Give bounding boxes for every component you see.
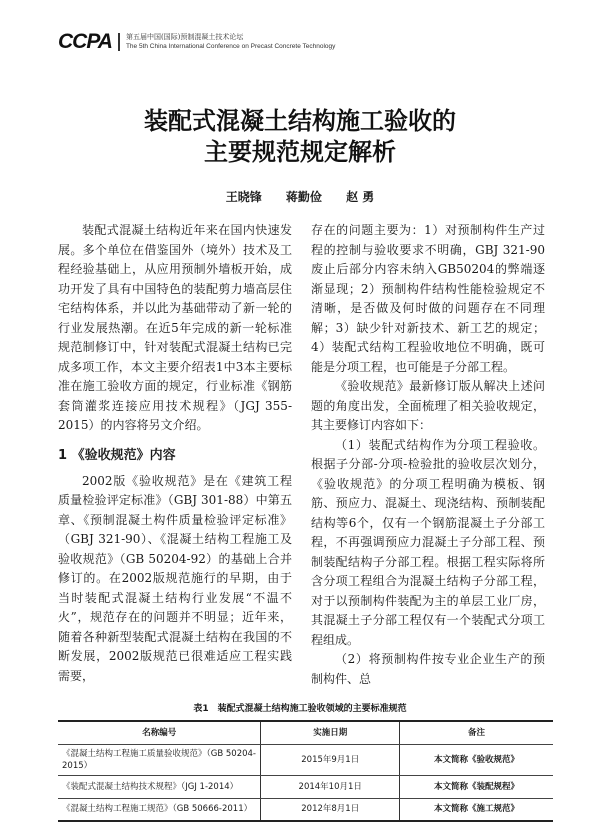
cell-name: 《混凝土结构工程施工规范》（GB 50666-2011） (58, 798, 261, 821)
cell-date: 2014年10月1日 (261, 775, 400, 798)
paragraph: （1）装配式结构作为分项工程验收。根据子分部-分项-检验批的验收层次划分，《验收规范》的分项工程明确为模板、钢筋、预应力、混凝土、现浇结构、预制装配结构等6个，仅有一个钢筋混凝土子分部工程，不再强调预应力混凝土子分部工程、预制装配结构子分部工程。根据工程实际将所含分项工程组合为混凝土结构子分部工程，对于以预制构件装配为主的单层工业厂房，其混凝土子分部工程仅有一个装配式分项工程组成。 (311, 437, 545, 647)
authors (0, 188, 600, 205)
table-row (58, 744, 553, 775)
standards-table (58, 720, 553, 822)
author: 王晓锋 (225, 190, 262, 204)
ccpa-logo: CCPA (58, 30, 112, 53)
author: 蒋勤俭 (285, 190, 322, 204)
paragraph: （2）将预制构件按专业企业生产的预制构件、总 (311, 652, 545, 686)
cell-note: 本文简称《装配规程》 (400, 775, 553, 798)
cell-date: 2015年9月1日 (261, 744, 400, 775)
column-header: 备注 (400, 721, 553, 744)
article-title (0, 106, 600, 168)
body-columns (58, 221, 545, 689)
table-row (58, 775, 553, 798)
column-header: 实施日期 (261, 721, 400, 744)
left-column (58, 221, 292, 686)
title-line-1: 装配式混凝土结构施工验收的 (144, 107, 456, 135)
conference-name-cn: 第五届中国(国际)预制混凝土技术论坛 (125, 33, 244, 41)
divider (118, 33, 120, 51)
cell-note: 本文简称《施工规范》 (400, 798, 553, 821)
section-heading: 1 《验收规范》内容 (58, 447, 176, 463)
cell-date: 2012年8月1日 (261, 798, 400, 821)
conference-name-en: The 5th China International Conference on Precast Concrete Technology (125, 43, 336, 50)
author: 赵 勇 (346, 190, 375, 204)
table-row (58, 798, 553, 821)
title-line-2: 主要规范规定解析 (204, 138, 396, 166)
table-caption: 表1 装配式混凝土结构施工验收领域的主要标准规范 (193, 704, 407, 714)
cell-note: 本文简称《验收规范》 (400, 744, 553, 775)
column-header: 名称编号 (58, 721, 261, 744)
cell-name: 《装配式混凝土结构技术规程》（JGJ 1-2014） (58, 775, 261, 798)
paragraph: 《验收规范》最新修订版从解决上述问题的角度出发，全面梳理了相关验收规定，其主要修订内容如下： (311, 379, 545, 432)
cell-name: 《混凝土结构工程施工质量验收规范》（GB 50204-2015） (58, 744, 261, 775)
conference-header (58, 30, 555, 54)
intro-paragraph: 装配式混凝土结构近年来在国内快速发展。多个单位在借鉴国外（境外）技术及工程经验基础上，从应用预制外墙板开始，成功开发了具有中国特色的装配剪力墙高层住宅结构体系，并以此为基础带动了新一轮的行业发展热潮。在近5年完成的新一轮标准规范制修订中，针对装配式混凝土结构已完成多项工作，本文主要介绍表1中3本主要标准在施工验收方面的规定，行业标准《钢筋套筒灌浆连接应用技术规程》（JGJ 355-2015）的内容将另文介绍。 (58, 223, 292, 432)
paragraph: 存在的问题主要为：1）对预制构件生产过程的控制与验收要求不明确，GBJ 321-90废止后部分内容未纳入GB50204的弊端逐渐显现；2）预制构件结构性能检验规定不清晰，是否做及何时做的问题存在不同理解；3）缺少针对新技术、新工艺的规定；4）装配式结构工程验收地位不明确，既可能是分项工程，也可能是子分部工程。 (311, 223, 545, 374)
section-paragraph: 2002版《验收规范》是在《建筑工程质量检验评定标准》（GBJ 301-88）中第五章、《预制混凝土构件质量检验评定标准》（GBJ 321-90）、《混凝土结构工程施工及验收规范》（GB 50204-92）的基础上合并修订的。在2002版规范施行的早期，由于当时装配式混凝土结构行业发展“不温不火”，规范存在的问题并不明显；近年来，随着各种新型装配式混凝土结构在我国的不断发展，2002版规范已很难适应工程实践需要， (58, 473, 292, 683)
right-column (311, 221, 545, 689)
